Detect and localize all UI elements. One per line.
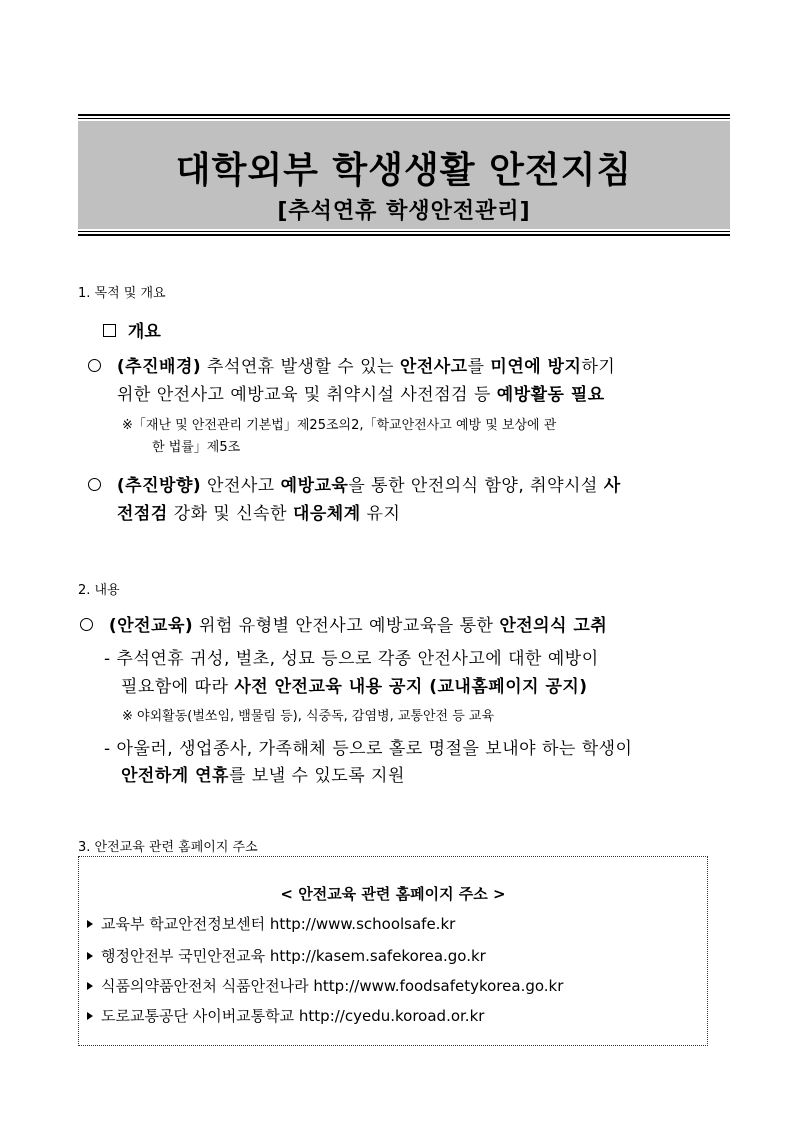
s2-item1-text: 위험 유형별 안전사고 예방교육을 통한 xyxy=(193,616,500,636)
s2-dash2-line1: - 아울러, 생업종사, 가족해체 등으로 홀로 명절을 보내야 하는 학생이 xyxy=(104,739,633,759)
circle-bullet-icon xyxy=(88,359,101,372)
triangle-bullet-icon xyxy=(87,952,93,960)
s1-item2-bold1: 예방교육 xyxy=(280,476,349,496)
link-item[interactable] xyxy=(87,945,486,966)
s1-item1-line2 xyxy=(117,380,605,405)
link-item[interactable] xyxy=(87,1005,484,1026)
s1-item1-tag: (추진배경) xyxy=(116,357,202,377)
s1-item2-tag: (추진방향) xyxy=(116,476,202,496)
title-top-rule xyxy=(78,114,730,116)
link-box xyxy=(78,856,708,1046)
s2-dash1-line2-text: 필요함에 따라 xyxy=(121,677,235,697)
overview-label: 개요 xyxy=(127,322,161,342)
s1-item2-line2-bold1: 전점검 xyxy=(117,504,168,524)
s2-item1-bold: 안전의식 고취 xyxy=(499,616,608,636)
title-box xyxy=(78,114,730,236)
triangle-bullet-icon xyxy=(87,1012,93,1020)
link-box-title: < 안전교육 관련 홈페이지 주소 > xyxy=(280,885,506,903)
s1-item2-text2: 을 통한 안전의식 함양, 취약시설 xyxy=(348,476,604,496)
s1-item1-text1: 추석연휴 발생할 수 있는 xyxy=(201,357,400,377)
link-item-text[interactable]: 도로교통공단 사이버교통학교 http://cyedu.koroad.or.kr xyxy=(101,1007,485,1025)
s2-item1-tag: (안전교육) xyxy=(108,616,194,636)
s2-note: ※ 야외활동(벌쏘임, 뱀물림 등), 식중독, 감염병, 교통안전 등 교육 xyxy=(122,709,495,724)
s2-dash2-line2 xyxy=(121,761,405,786)
title-bottom-rule xyxy=(78,234,730,236)
page-subtitle: [추석연휴 학생안전관리] xyxy=(277,199,531,224)
s2-dash1-line1: - 추석연휴 귀성, 벌초, 성묘 등으로 각종 안전사고에 대한 예방이 xyxy=(104,649,599,669)
link-item-text[interactable]: 식품의약품안전처 식품안전나라 http://www.foodsafetykorea.go.kr xyxy=(101,977,564,995)
s1-item1-bold1: 안전사고 xyxy=(399,357,468,377)
s1-item1-line2-bold: 예방활동 필요 xyxy=(496,385,605,405)
s1-item2-line2-bold2: 대응체계 xyxy=(292,504,361,524)
s1-item2-line2 xyxy=(117,499,400,524)
s1-note-line1: ※「재난 및 안전관리 기본법」제25조의2,「학교안전사고 예방 및 보상에 관 xyxy=(122,418,557,433)
square-bullet-icon xyxy=(103,324,116,337)
circle-bullet-icon xyxy=(88,478,101,491)
triangle-bullet-icon xyxy=(87,982,93,990)
s1-item1-line1 xyxy=(88,352,615,377)
link-item[interactable] xyxy=(87,975,563,996)
section2-heading: 2. 내용 xyxy=(78,583,120,598)
page-title: 대학외부 학생생활 안전지침 xyxy=(175,150,633,191)
s1-item2-line2-text2: 유지 xyxy=(360,504,401,524)
s2-dash1-line2-bold: 사전 안전교육 내용 공지 (교내홈페이지 공지) xyxy=(234,677,588,697)
triangle-bullet-icon xyxy=(87,920,93,928)
link-item-text[interactable]: 행정안전부 국민안전교육 http://kasem.safekorea.go.kr xyxy=(101,947,486,965)
s2-dash2-line2-bold: 안전하게 연휴 xyxy=(121,766,229,786)
section1-heading: 1. 목적 및 개요 xyxy=(78,286,166,301)
title-bottom-rule-thin xyxy=(78,231,730,232)
section3-heading: 3. 안전교육 관련 홈페이지 주소 xyxy=(78,840,258,855)
link-item[interactable] xyxy=(87,913,455,934)
s1-item1-line2-text: 위한 안전사고 예방교육 및 취약시설 사전점검 등 xyxy=(117,385,497,405)
s2-dash2-line2-text: 를 보낼 수 있도록 지원 xyxy=(228,766,405,786)
s2-dash1-line2 xyxy=(121,672,588,697)
s1-item1-text3: 하기 xyxy=(581,357,616,377)
s1-item2-bold2: 사 xyxy=(603,476,621,496)
overview-heading xyxy=(103,317,161,342)
s1-item2-text1: 안전사고 xyxy=(201,476,281,496)
circle-bullet-icon xyxy=(80,618,93,631)
s1-note-line2: 한 법률」제5조 xyxy=(152,440,241,455)
s1-item2-line1 xyxy=(88,471,621,496)
s1-item1-bold2: 미연에 방지 xyxy=(490,357,582,377)
s2-item1 xyxy=(80,611,607,636)
s1-item2-line2-text1: 강화 및 신속한 xyxy=(167,504,293,524)
s1-item1-text2: 를 xyxy=(467,357,491,377)
title-top-rule-thin xyxy=(78,118,730,119)
link-item-text[interactable]: 교육부 학교안전정보센터 http://www.schoolsafe.kr xyxy=(101,915,456,933)
